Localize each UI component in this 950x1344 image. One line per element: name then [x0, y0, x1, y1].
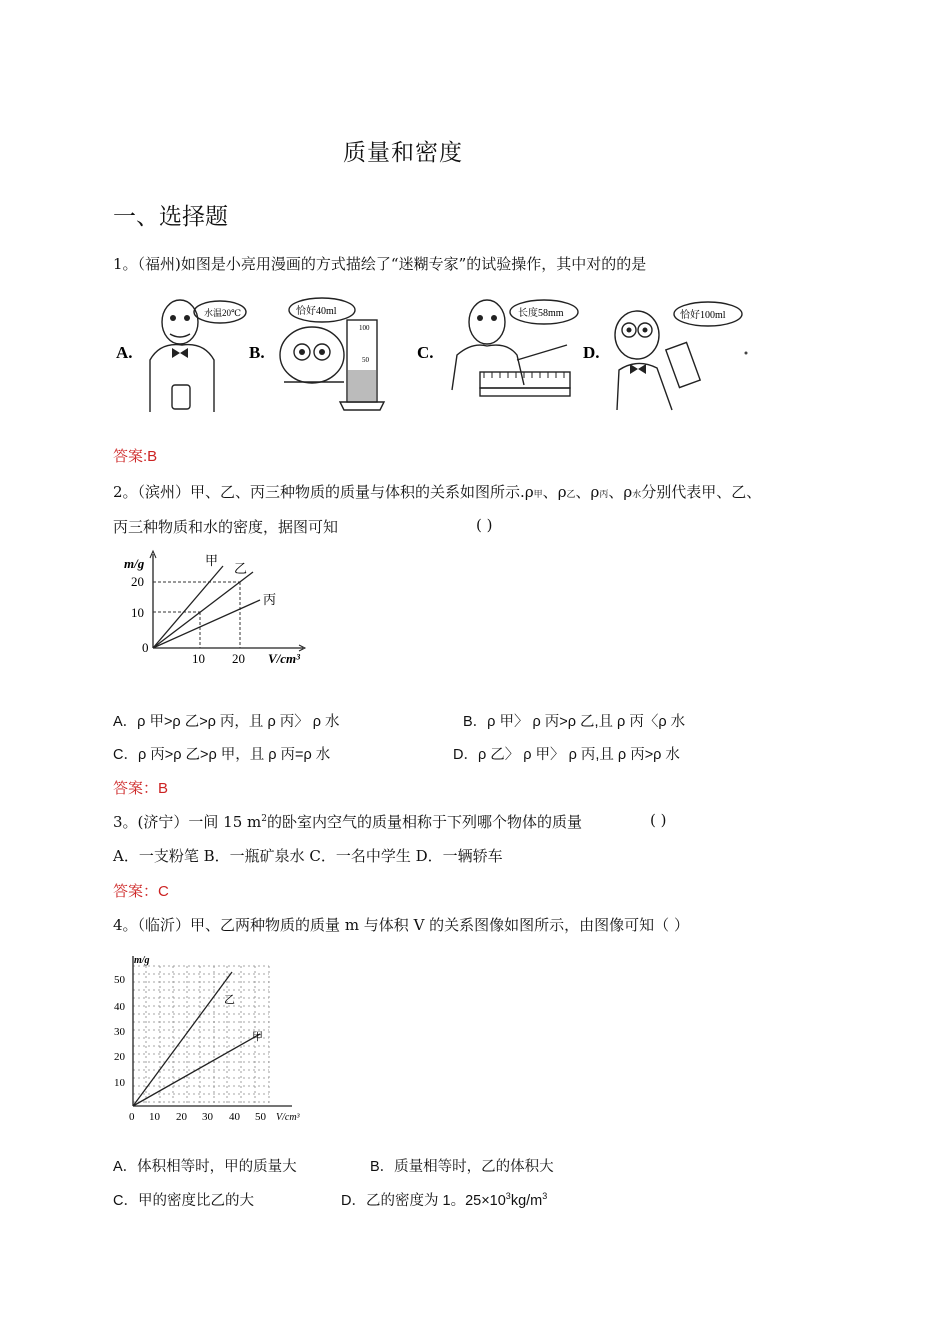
rho-symbol: ρ — [623, 483, 633, 501]
cylinder-mark-100: 100 — [359, 324, 370, 332]
question-4-option-c: C．甲的密度比乙的大 — [113, 1193, 254, 1209]
x-tick-40: 40 — [229, 1111, 240, 1123]
question-2-chart — [118, 548, 318, 670]
x-axis-label: V/cm³ — [268, 651, 301, 666]
rho-symbol: ρ — [524, 483, 534, 501]
question-2-option-c: C．ρ 丙>ρ 乙>ρ 甲，且 ρ 丙=ρ 水 — [113, 747, 331, 763]
bubble-b-text: 恰好40ml — [296, 306, 337, 317]
question-2-stem-line1 — [113, 481, 761, 502]
sub-bing: 丙 — [599, 490, 609, 500]
cartoon-d — [583, 302, 748, 410]
question-4-option-d — [341, 1189, 547, 1210]
question-2-option-d: D．ρ 乙〉 ρ 甲〉 ρ 丙,且 ρ 丙>ρ 水 — [453, 747, 680, 763]
y-tick-40: 40 — [114, 1001, 125, 1013]
page-title: 质量和密度 — [343, 140, 463, 166]
y-axis-label: m/g — [124, 556, 145, 571]
q4-opt-d-sup: 3 — [505, 1191, 511, 1202]
sub-jia: 甲 — [533, 490, 543, 500]
q3-stem-text-end: 的卧室内空气的质量相称于下列哪个物体的质量 — [266, 813, 582, 831]
question-3-options: A．一支粉笔 B．一瓶矿泉水 C．一名中学生 D．一辆轿车 — [113, 847, 503, 865]
sub-shui: 水 — [632, 490, 642, 500]
question-3-bracket: ( ) — [650, 811, 667, 829]
series-label-yi: 乙 — [234, 561, 248, 576]
y-axis-label: m/g — [134, 955, 150, 966]
x-axis-label: V/cm³ — [276, 1112, 300, 1123]
rho-symbol: ρ — [557, 483, 567, 501]
option-label-a: A. — [116, 343, 133, 362]
y-tick-30: 30 — [114, 1026, 125, 1038]
x-tick-20: 20 — [176, 1111, 187, 1123]
line-jia — [153, 566, 223, 648]
series-label-jia: 甲 — [252, 1031, 263, 1043]
cartoon-c — [417, 300, 578, 396]
q2-stem-text: 2。（滨州）甲、乙、丙三种物质的质量与体积的关系如图所示. — [113, 483, 525, 501]
sep: 、 — [542, 483, 558, 501]
cartoon-b — [249, 298, 384, 410]
x-tick-20: 20 — [232, 651, 245, 666]
series-label-jia: 甲 — [205, 553, 219, 568]
question-1-cartoons — [112, 290, 762, 420]
cartoon-a — [116, 300, 246, 412]
q4-opt-d-unit: kg/m — [510, 1193, 543, 1209]
option-label-b: B. — [249, 343, 265, 362]
question-3-stem — [113, 811, 582, 832]
q3-stem-text: 3。(济宁）一间 15 m — [113, 813, 262, 831]
x-tick-10: 10 — [192, 651, 205, 666]
y-tick-20: 20 — [114, 1051, 125, 1063]
q4-opt-d-sup2: 3 — [542, 1191, 548, 1202]
y-tick-20: 20 — [131, 574, 144, 589]
y-tick-10: 10 — [131, 605, 144, 620]
x-tick-50: 50 — [255, 1111, 266, 1123]
sep: 、 — [575, 483, 591, 501]
x-tick-10: 10 — [149, 1111, 160, 1123]
question-2-answer: 答案：B — [113, 780, 169, 797]
question-3-answer: 答案：C — [113, 883, 169, 900]
option-label-c: C. — [417, 343, 434, 362]
question-2-option-b: B．ρ 甲〉 ρ 丙>ρ 乙,且 ρ 丙〈ρ 水 — [463, 714, 686, 730]
y-tick-50: 50 — [114, 974, 125, 986]
option-label-d: D. — [583, 343, 600, 362]
q3-sup: 2 — [261, 814, 267, 824]
line-yi — [133, 972, 232, 1106]
x-tick-30: 30 — [202, 1111, 213, 1123]
q2-stem-text-end: 分别代表甲、乙、 — [641, 483, 762, 501]
line-jia — [133, 1034, 260, 1106]
question-1-stem: 1。（福州)如图是小亮用漫画的方式描绘了“迷糊专家”的试验操作，其中对的的是 — [113, 255, 647, 273]
question-4-option-a: A．体积相等时，甲的质量大 — [113, 1159, 297, 1175]
question-2-option-a: A．ρ 甲>ρ 乙>ρ 丙，且 ρ 丙〉 ρ 水 — [113, 714, 340, 730]
question-4-stem: 4。（临沂）甲、乙两种物质的质量 m 与体积 V 的关系图像如图所示，由图像可知（ ） — [113, 916, 689, 934]
sub-yi: 乙 — [566, 490, 576, 500]
series-label-yi: 乙 — [224, 994, 235, 1006]
cylinder-mark-50: 50 — [362, 356, 369, 364]
bubble-d-text: 恰好100ml — [680, 310, 726, 321]
question-2-bracket: ( ) — [476, 516, 493, 534]
bubble-a-text: 水温20℃ — [204, 308, 242, 318]
series-label-bing: 丙 — [263, 592, 277, 607]
question-1-answer: 答案:B — [113, 448, 158, 465]
y-tick-10: 10 — [114, 1077, 125, 1089]
rho-symbol: ρ — [590, 483, 600, 501]
bubble-c-text: 长度58mm — [518, 308, 564, 319]
sep: 、 — [608, 483, 624, 501]
q4-opt-d-text: D．乙的密度为 1。25×10 — [341, 1193, 506, 1209]
y-tick-0: 0 — [142, 640, 149, 655]
grid — [133, 966, 269, 1106]
question-4-option-b: B．质量相等时，乙的体积大 — [370, 1159, 554, 1175]
x-tick-0: 0 — [129, 1111, 135, 1123]
question-2-stem-line2: 丙三种物质和水的密度，据图可知 — [113, 518, 339, 536]
question-4-chart — [112, 948, 322, 1128]
section-heading: 一、选择题 — [113, 204, 228, 230]
